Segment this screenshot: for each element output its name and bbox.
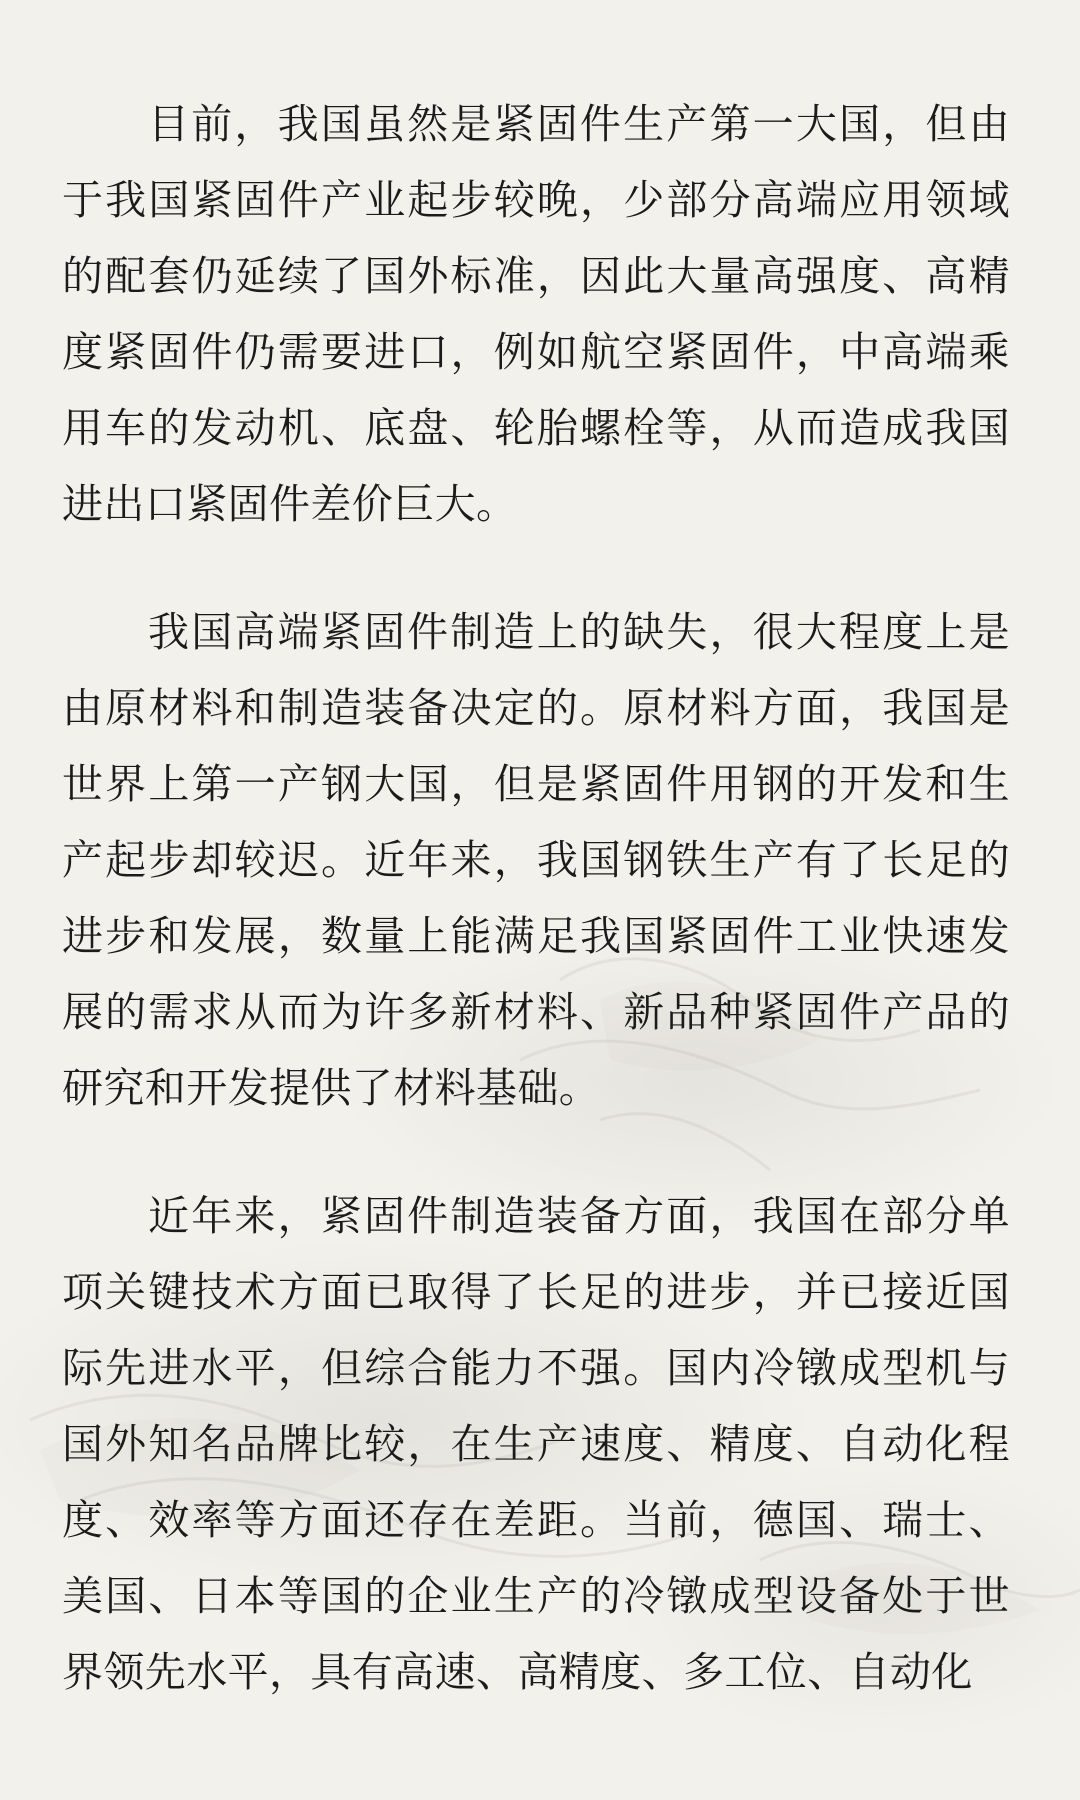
paragraph-3: 近年来，紧固件制造装备方面，我国在部分单项关键技术方面已取得了长足的进步，并已接近国际先进水平，但综合能力不强。国内冷镦成型机与国外知名品牌比较，在生产速度、精度、自动化程度、效率等方面还存在差距。当前，德国、瑞士、美国、日本等国的企业生产的冷镦成型设备处于世界领先水平，具有高速、高精度、多工位、自动化 <box>62 1192 1010 1696</box>
paragraph-1: 目前，我国虽然是紧固件生产第一大国，但由于我国紧固件产业起步较晚，少部分高端应用领域的配套仍延续了国外标准，因此大量高强度、高精度紧固件仍需要进口，例如航空紧固件，中高端乘用车的发动机、底盘、轮胎螺栓等，从而造成我国进出口紧固件差价巨大。 <box>62 100 1010 528</box>
article-body <box>62 86 1010 1762</box>
paragraph-2: 我国高端紧固件制造上的缺失，很大程度上是由原材料和制造装备决定的。原材料方面，我国是世界上第一产钢大国，但是紧固件用钢的开发和生产起步却较迟。近年来，我国钢铁生产有了长足的进步和发展，数量上能满足我国紧固件工业快速发展的需求从而为许多新材料、新品种紧固件产品的研究和开发提供了材料基础。 <box>62 608 1010 1112</box>
